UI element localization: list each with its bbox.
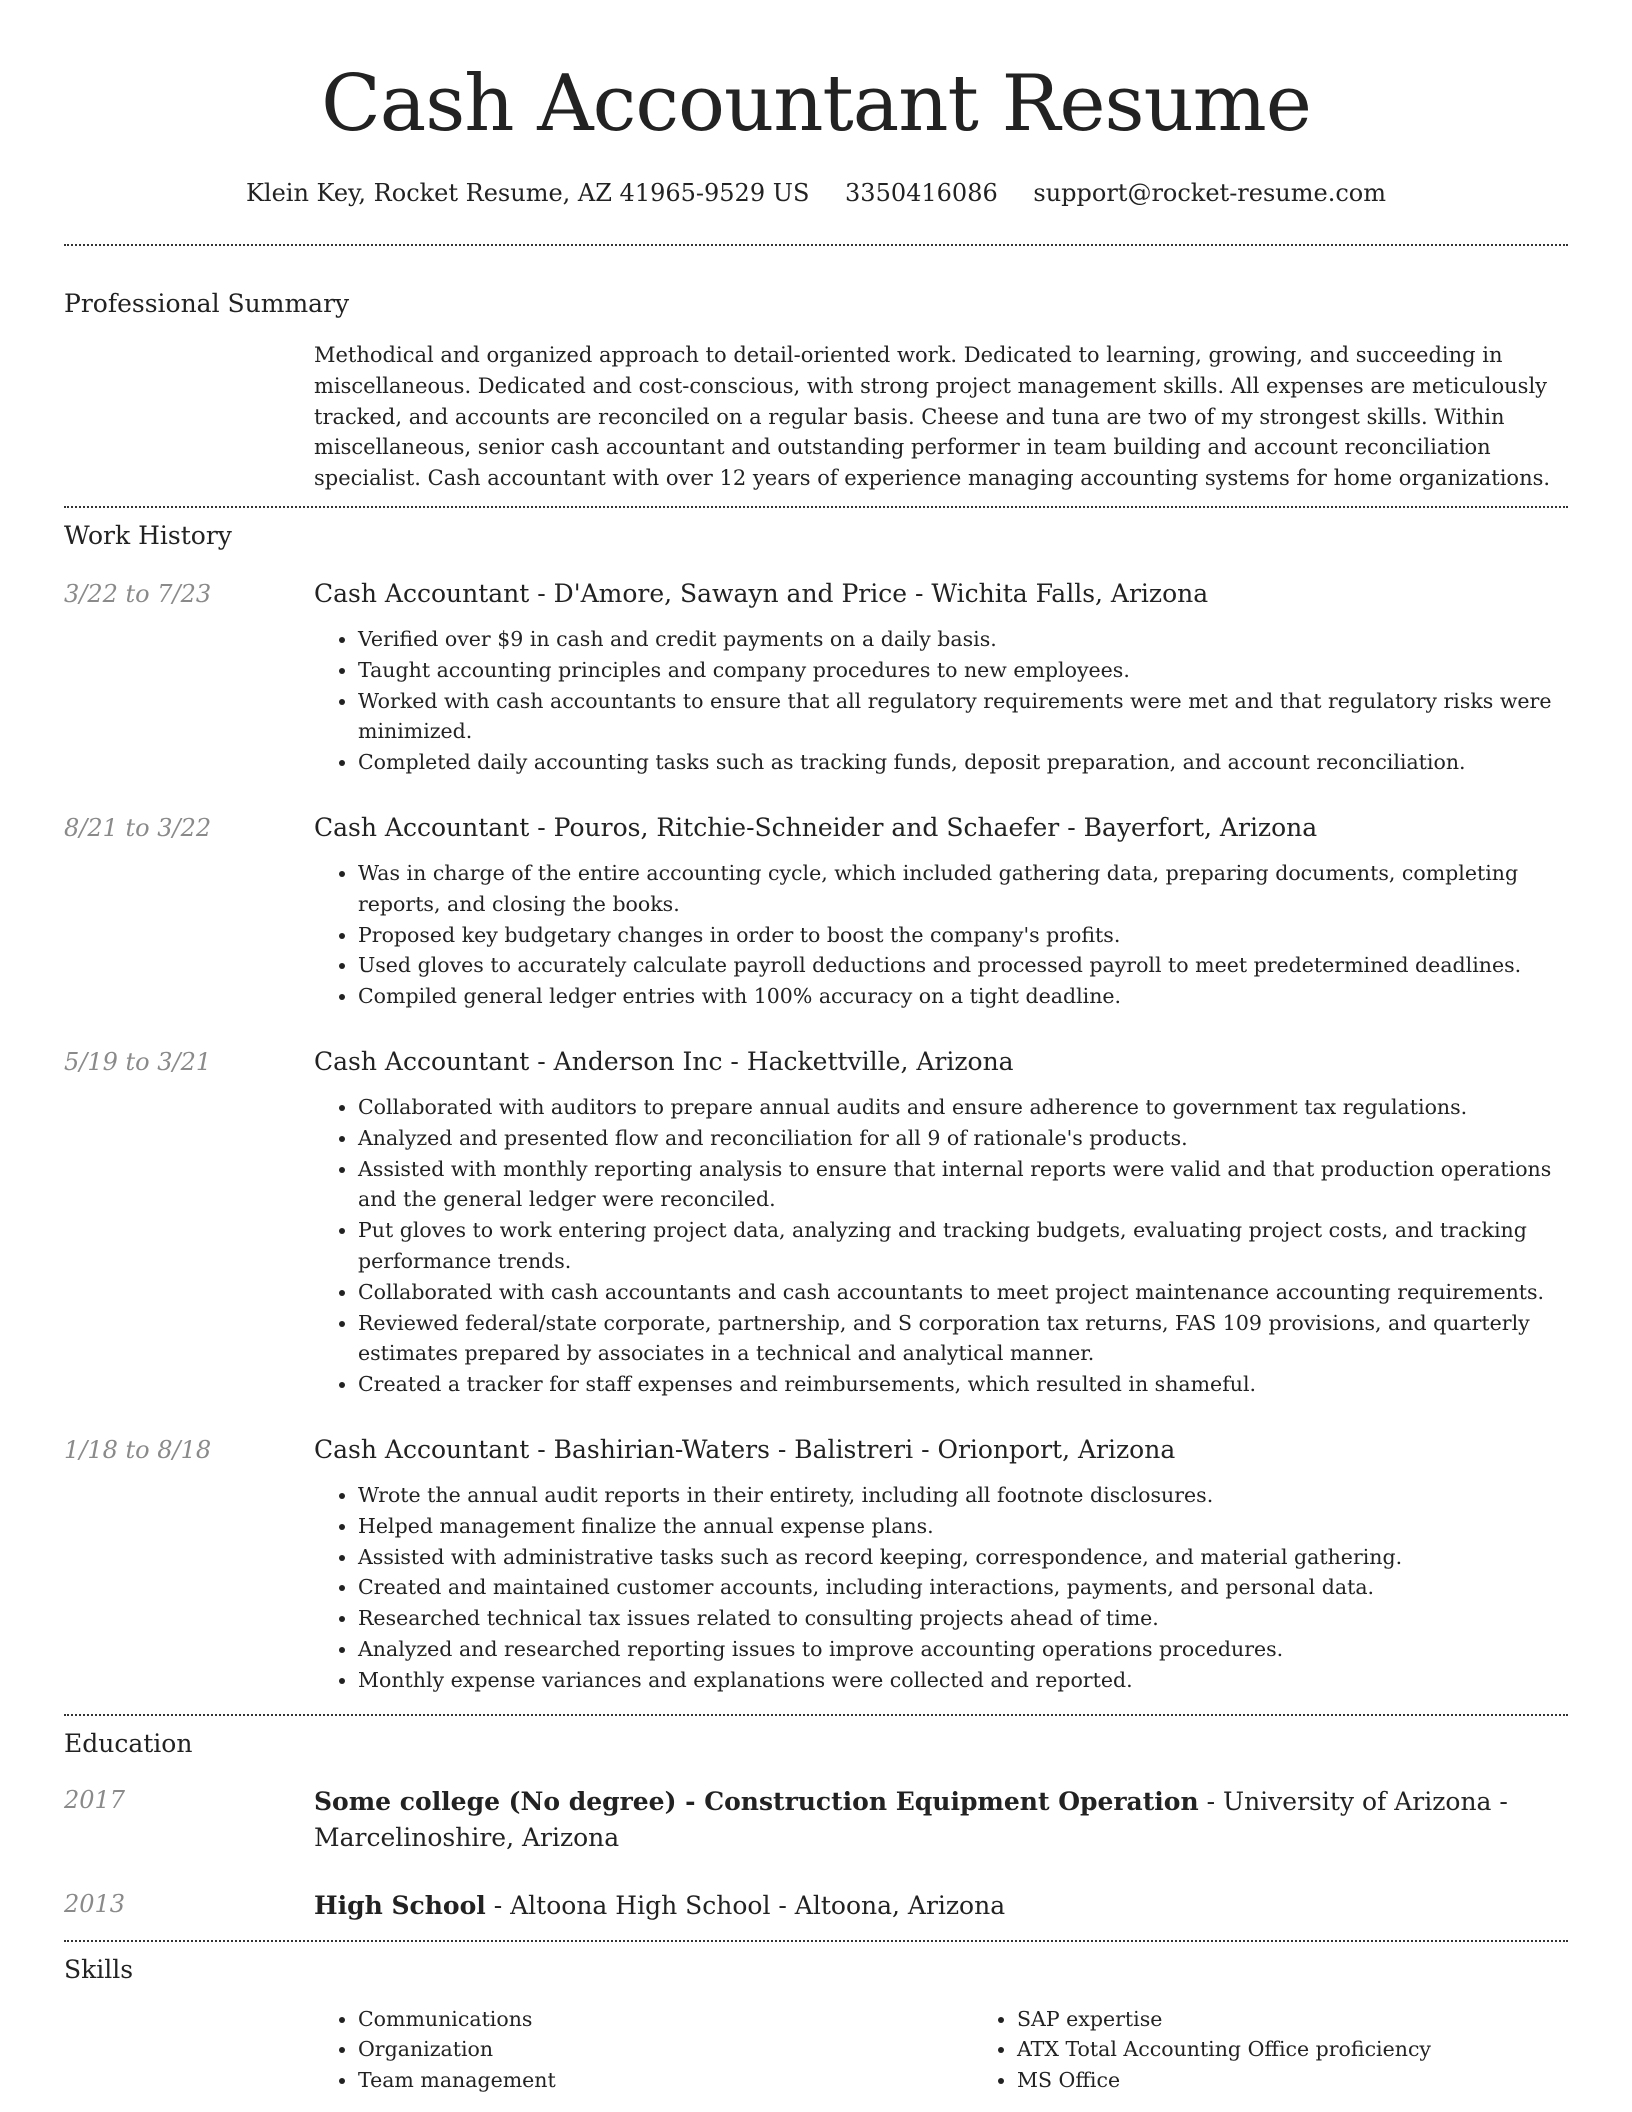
skills-list-right xyxy=(973,2004,1632,2096)
job-bullets xyxy=(314,624,1568,778)
job-dates: 3/22 to 7/23 xyxy=(64,579,212,608)
list-item: • Verified over $9 in cash and credit payments on a daily basis. xyxy=(358,624,1568,655)
list-item: • Collaborated with cash accountants and cash accountants to meet project maintenance accounting requirements. xyxy=(358,1277,1568,1308)
job-title: Cash Accountant - Anderson Inc - Hackettville, Arizona xyxy=(314,1046,1014,1076)
job-entry xyxy=(64,1046,1568,1400)
education-year: 2017 xyxy=(64,1785,126,1814)
contact-line xyxy=(64,178,1568,208)
education-entry xyxy=(64,1888,1568,1924)
education-school: - Altoona High School - Altoona, Arizona xyxy=(485,1890,1006,1920)
divider xyxy=(64,1940,1568,1942)
skill-item: • Team management xyxy=(358,2065,973,2096)
job-bullets xyxy=(314,1092,1568,1400)
list-item: • Researched technical tax issues related to consulting projects ahead of time. xyxy=(358,1603,1568,1634)
section-title-summary: Professional Summary xyxy=(64,289,350,318)
summary-section xyxy=(64,288,1568,494)
job-dates: 8/21 to 3/22 xyxy=(64,813,212,842)
list-item: • Was in charge of the entire accounting cycle, which included gathering data, preparing documents, completing reports, and closing the books. xyxy=(358,858,1568,920)
list-item: • Taught accounting principles and company procedures to new employees. xyxy=(358,655,1568,686)
job-entry xyxy=(64,1434,1568,1696)
education-school: - University of Arizona - Marcelinoshire, Arizona xyxy=(314,1786,1508,1852)
contact-address: Klein Key, Rocket Resume, AZ 41965-9529 US xyxy=(245,179,810,207)
divider xyxy=(64,244,1568,246)
job-dates: 1/18 to 8/18 xyxy=(64,1435,212,1464)
resume-title: Cash Accountant Resume xyxy=(321,59,1311,149)
divider xyxy=(64,1714,1568,1716)
list-item: • Put gloves to work entering project data, analyzing and tracking budgets, evaluating project costs, and tracking performance trends. xyxy=(358,1215,1568,1277)
list-item: • Monthly expense variances and explanations were collected and reported. xyxy=(358,1665,1568,1696)
divider xyxy=(64,506,1568,508)
resume-page xyxy=(64,0,1568,2096)
education-degree: High School xyxy=(314,1890,486,1920)
list-item: • Analyzed and presented flow and reconciliation for all 9 of rationale's products. xyxy=(358,1123,1568,1154)
skill-item: • ATX Total Accounting Office proficiency xyxy=(1017,2034,1632,2065)
education-section xyxy=(64,1728,1568,1924)
skill-item: • SAP expertise xyxy=(1017,2004,1632,2035)
job-bullets xyxy=(314,858,1568,1012)
summary-text: Methodical and organized approach to detail-oriented work. Dedicated to learning, growing, and succeeding in miscellaneous. Dedicated and cost-conscious, with strong project management skills. All expenses are meticulously tracked, and accounts are reconciled on a regular basis. Cheese and tuna are two of my strongest skills. Within miscellaneous, senior cash accountant and outstanding performer in team building and account reconciliation specialist. Cash accountant with over 12 years of experience managing accounting systems for home organizations. xyxy=(314,343,1551,491)
work-history-section xyxy=(64,520,1568,1696)
list-item: • Worked with cash accountants to ensure that all regulatory requirements were met and that regulatory risks were minimized. xyxy=(358,686,1568,748)
list-item: • Analyzed and researched reporting issues to improve accounting operations procedures. xyxy=(358,1634,1568,1665)
education-degree: Some college (No degree) - Construction Equipment Operation xyxy=(314,1786,1199,1816)
list-item: • Collaborated with auditors to prepare annual audits and ensure adherence to government tax regulations. xyxy=(358,1092,1568,1123)
list-item: • Completed daily accounting tasks such as tracking funds, deposit preparation, and account reconciliation. xyxy=(358,747,1568,778)
list-item: • Assisted with monthly reporting analysis to ensure that internal reports were valid and that production operations and the general ledger were reconciled. xyxy=(358,1154,1568,1216)
contact-phone: 3350416086 xyxy=(845,179,998,207)
section-title-work-history: Work History xyxy=(64,520,232,550)
education-year: 2013 xyxy=(64,1889,126,1918)
skills-section xyxy=(64,1954,1568,2096)
list-item: • Created and maintained customer accounts, including interactions, payments, and personal data. xyxy=(358,1572,1568,1603)
job-bullets xyxy=(314,1480,1568,1696)
skills-list-left xyxy=(314,2004,973,2096)
job-title: Cash Accountant - Bashirian-Waters - Balistreri - Orionport, Arizona xyxy=(314,1434,1176,1464)
list-item: • Reviewed federal/state corporate, partnership, and S corporation tax returns, FAS 109 provisions, and quarterly estimates prepared by associates in a technical and analytical manner. xyxy=(358,1308,1568,1370)
list-item: • Compiled general ledger entries with 100% accuracy on a tight deadline. xyxy=(358,981,1568,1012)
section-title-skills: Skills xyxy=(64,1954,134,1984)
list-item: • Wrote the annual audit reports in their entirety, including all footnote disclosures. xyxy=(358,1480,1568,1511)
list-item: • Created a tracker for staff expenses and reimbursements, which resulted in shameful. xyxy=(358,1369,1568,1400)
education-entry xyxy=(64,1784,1568,1856)
skill-item: • MS Office xyxy=(1017,2065,1632,2096)
job-title: Cash Accountant - Pouros, Ritchie-Schneider and Schaefer - Bayerfort, Arizona xyxy=(314,812,1318,842)
job-dates: 5/19 to 3/21 xyxy=(64,1047,212,1076)
list-item: • Proposed key budgetary changes in order to boost the company's profits. xyxy=(358,920,1568,951)
job-entry xyxy=(64,812,1568,1012)
section-title-education: Education xyxy=(64,1728,193,1758)
list-item: • Used gloves to accurately calculate payroll deductions and processed payroll to meet predetermined deadlines. xyxy=(358,950,1568,981)
job-entry xyxy=(64,578,1568,778)
list-item: • Assisted with administrative tasks such as record keeping, correspondence, and material gathering. xyxy=(358,1542,1568,1573)
job-title: Cash Accountant - D'Amore, Sawayn and Price - Wichita Falls, Arizona xyxy=(314,578,1209,608)
list-item: • Helped management finalize the annual expense plans. xyxy=(358,1511,1568,1542)
contact-email: support@rocket-resume.com xyxy=(1033,179,1386,207)
skill-item: • Organization xyxy=(358,2034,973,2065)
skill-item: • Communications xyxy=(358,2004,973,2035)
